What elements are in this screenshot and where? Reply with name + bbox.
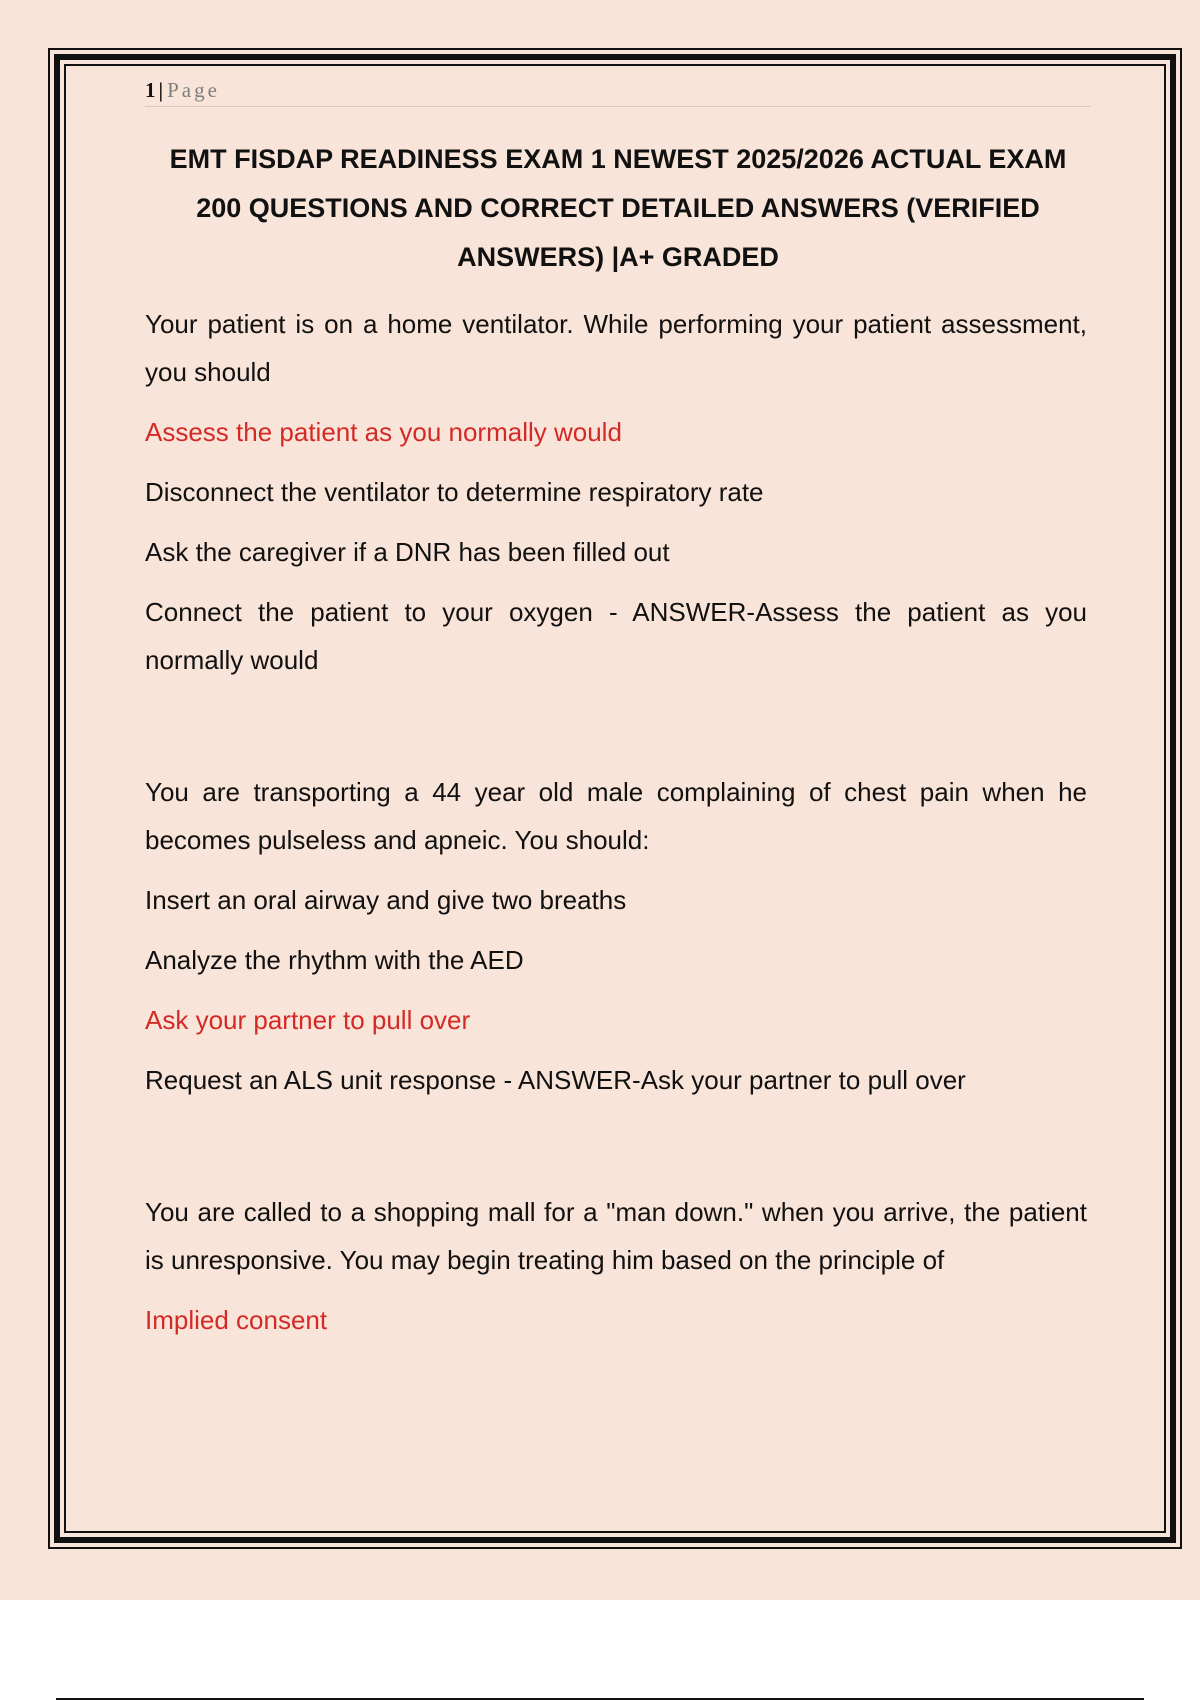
question-2-option-4-answer: Request an ALS unit response - ANSWER-Ask your partner to pull over	[145, 1065, 966, 1095]
question-1-option-4-answer: Connect the patient to your oxygen - ANSWER-Assess the patient as you normally would	[145, 597, 1087, 675]
question-2-option-2: Analyze the rhythm with the AED	[145, 945, 524, 975]
question-2-prompt: You are transporting a 44 year old male complaining of chest pain when he becomes pulseless and apneic. You should:	[145, 777, 1087, 855]
question-1-prompt: Your patient is on a home ventilator. While performing your patient assessment, you should	[145, 309, 1087, 387]
question-1-correct-option: Assess the patient as you normally would	[145, 417, 622, 447]
page-header	[145, 76, 1091, 107]
question-block-1	[145, 300, 1087, 684]
question-2-correct-option: Ask your partner to pull over	[145, 1005, 471, 1035]
question-block-3	[145, 1188, 1087, 1344]
page-header-separator: |	[158, 78, 164, 102]
title-line-1: EMT FISDAP READINESS EXAM 1 NEWEST 2025/2026 ACTUAL EXAM	[169, 144, 1067, 174]
question-list	[145, 300, 1087, 1344]
question-1-option-2: Disconnect the ventilator to determine respiratory rate	[145, 477, 764, 507]
page-label: Page	[167, 78, 220, 102]
question-2-option-1: Insert an oral airway and give two breaths	[145, 885, 627, 915]
page-number: 1	[145, 78, 157, 102]
question-block-2	[145, 768, 1087, 1104]
question-3-correct-option: Implied consent	[145, 1305, 328, 1335]
title-line-2: 200 QUESTIONS AND CORRECT DETAILED ANSWERS (VERIFIED	[196, 193, 1040, 223]
document-title	[145, 135, 1091, 282]
question-1-option-3: Ask the caregiver if a DNR has been filled out	[145, 537, 670, 567]
question-3-prompt: You are called to a shopping mall for a "man down." when you arrive, the patient is unresponsive. You may begin treating him based on the principle of	[145, 1197, 1087, 1275]
title-line-3: ANSWERS) |A+ GRADED	[457, 242, 779, 272]
